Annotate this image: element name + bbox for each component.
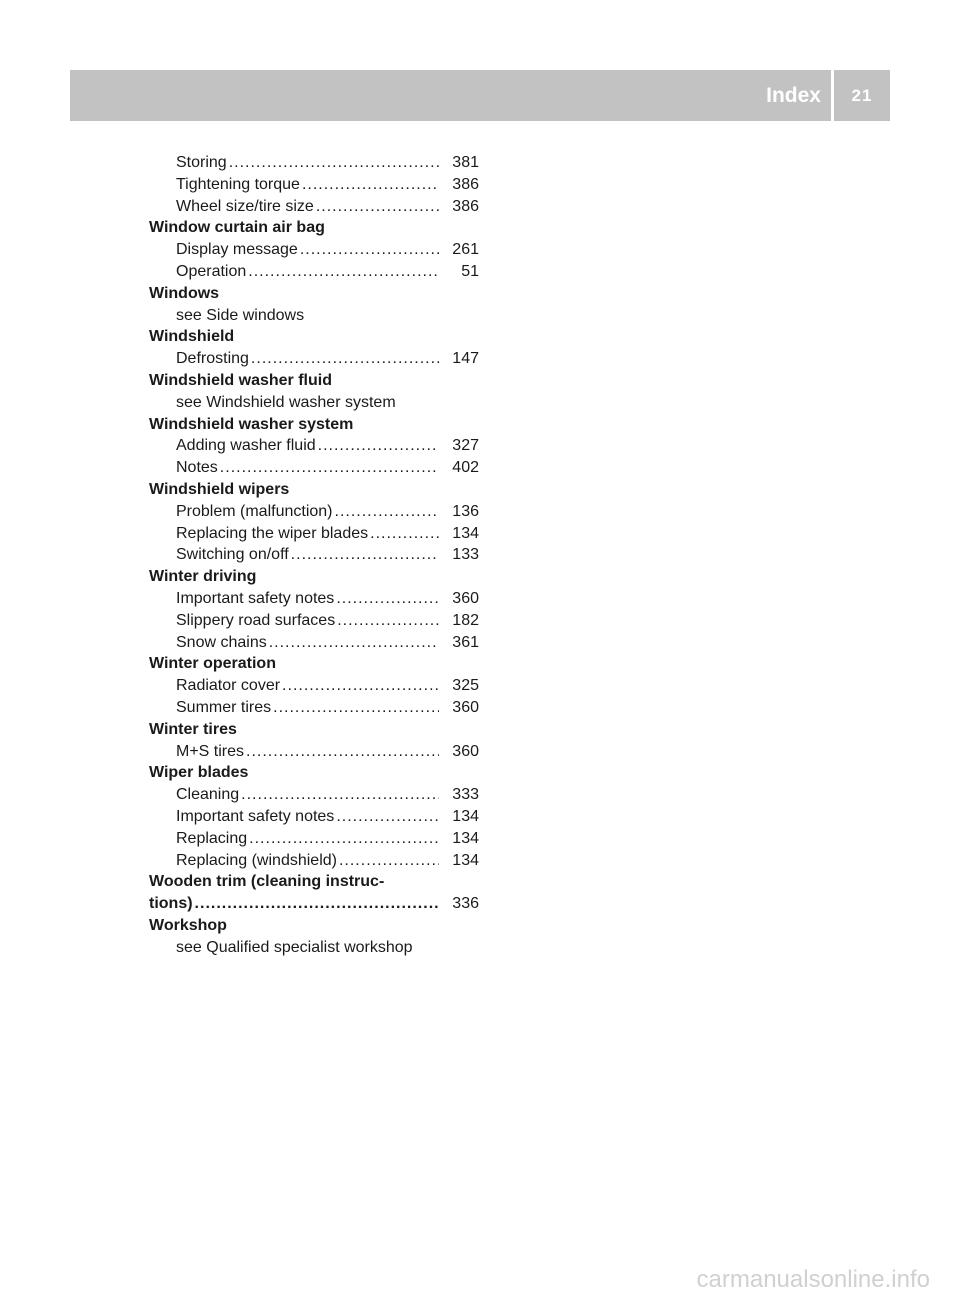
index-heading: Window curtain air bag xyxy=(149,219,325,237)
entry-page-number: 402 xyxy=(452,459,479,477)
index-subentry xyxy=(149,675,479,697)
entry-page-number: 136 xyxy=(452,502,479,520)
entry-label: Defrosting xyxy=(176,350,249,368)
index-subentry xyxy=(149,588,479,610)
index-heading: Wooden trim (cleaning instruc- xyxy=(149,873,385,891)
entry-label: Replacing (windshield) xyxy=(176,851,337,869)
entry-label: Switching on/off xyxy=(176,546,289,564)
index-subentry xyxy=(149,261,479,283)
entry-label: Operation xyxy=(176,262,247,280)
entry-page-number: 147 xyxy=(452,350,479,368)
leader-dots xyxy=(370,523,439,545)
index-heading: Winter driving xyxy=(149,568,257,586)
leader-dots xyxy=(336,588,439,610)
index-heading: Workshop xyxy=(149,916,227,934)
index-heading: Wiper blades xyxy=(149,764,249,782)
index-subentry: see Side windows xyxy=(176,306,305,324)
section-title: Index xyxy=(766,84,821,107)
leader-dots xyxy=(316,196,439,218)
entry-label: Adding washer fluid xyxy=(176,437,316,455)
index-subentry xyxy=(149,196,479,218)
leader-dots xyxy=(336,806,439,828)
entry-page-number: 134 xyxy=(452,851,479,869)
entry-label: Cleaning xyxy=(176,786,240,804)
index-heading: Windshield wipers xyxy=(149,480,290,498)
leader-dots xyxy=(195,893,439,915)
entry-label: Wheel size/tire size xyxy=(176,197,314,215)
entry-page-number: 325 xyxy=(452,677,479,695)
index-subentry xyxy=(149,239,479,261)
entry-page-number: 51 xyxy=(461,262,479,280)
index-subentry xyxy=(149,501,479,523)
entry-label: Slippery road surfaces xyxy=(176,611,336,629)
page-header xyxy=(766,70,890,121)
index-subentry xyxy=(149,784,479,806)
index-heading xyxy=(149,893,479,915)
entry-label: Problem (malfunction) xyxy=(176,502,333,520)
index-subentry xyxy=(149,435,479,457)
index-subentry: see Windshield washer system xyxy=(176,393,396,411)
entry-page-number: 333 xyxy=(452,786,479,804)
leader-dots xyxy=(249,828,439,850)
index-heading: Windshield washer fluid xyxy=(149,371,332,389)
leader-dots xyxy=(273,697,439,719)
leader-dots xyxy=(318,435,439,457)
entry-page-number: 360 xyxy=(452,698,479,716)
entry-page-number: 134 xyxy=(452,829,479,847)
leader-dots xyxy=(302,174,439,196)
leader-dots xyxy=(241,784,439,806)
entry-page-number: 360 xyxy=(452,589,479,607)
page-number: 21 xyxy=(851,86,873,105)
index-subentry xyxy=(149,610,479,632)
index-subentry xyxy=(149,828,479,850)
entry-label: Snow chains xyxy=(176,633,267,651)
entry-label: Replacing xyxy=(176,829,248,847)
entry-label: Radiator cover xyxy=(176,677,281,695)
entry-label: Important safety notes xyxy=(176,807,335,825)
entry-label: Important safety notes xyxy=(176,589,335,607)
index-heading: Windshield washer system xyxy=(149,415,354,433)
index-subentry: see Qualified specialist workshop xyxy=(176,938,413,956)
entry-page-number: 381 xyxy=(452,154,479,171)
entry-label: M+S tires xyxy=(176,742,245,760)
entry-label: Display message xyxy=(176,241,298,259)
entry-page-number: 133 xyxy=(452,546,479,564)
leader-dots xyxy=(269,632,439,654)
index-subentry xyxy=(149,806,479,828)
entry-page-number: 134 xyxy=(452,807,479,825)
leader-dots xyxy=(220,457,439,479)
leader-dots xyxy=(282,675,439,697)
leader-dots xyxy=(335,501,440,523)
leader-dots xyxy=(339,850,439,872)
leader-dots xyxy=(251,348,439,370)
entry-page-number: 386 xyxy=(452,175,479,193)
entry-label: Summer tires xyxy=(176,698,272,716)
index-subentry xyxy=(149,174,479,196)
leader-dots xyxy=(246,741,439,763)
index-subentry xyxy=(149,697,479,719)
entry-label: Replacing the wiper blades xyxy=(176,524,369,542)
index-list xyxy=(149,152,479,958)
entry-label: tions) xyxy=(149,895,193,913)
entry-page-number: 361 xyxy=(452,633,479,651)
index-subentry xyxy=(149,741,479,763)
leader-dots xyxy=(300,239,439,261)
entry-label: Notes xyxy=(176,459,218,477)
entry-page-number: 134 xyxy=(452,524,479,542)
index-subentry xyxy=(149,544,479,566)
entry-page-number: 182 xyxy=(452,611,479,629)
entry-page-number: 336 xyxy=(452,895,479,913)
entry-page-number: 261 xyxy=(452,241,479,259)
index-heading: Winter tires xyxy=(149,720,237,738)
leader-dots xyxy=(248,261,439,283)
index-heading: Windshield xyxy=(149,328,235,346)
index-subentry xyxy=(149,348,479,370)
index-subentry xyxy=(149,523,479,545)
entry-page-number: 327 xyxy=(452,437,479,455)
entry-label: Tightening torque xyxy=(176,175,300,193)
watermark: carmanualsonline.info xyxy=(696,1266,930,1293)
entry-page-number: 360 xyxy=(452,742,479,760)
index-subentry xyxy=(149,632,479,654)
leader-dots xyxy=(229,152,439,174)
index-subentry xyxy=(149,457,479,479)
leader-dots xyxy=(337,610,439,632)
index-subentry xyxy=(149,152,479,174)
entry-label: Storing xyxy=(176,154,227,171)
index-heading: Winter operation xyxy=(149,655,276,673)
entry-page-number: 386 xyxy=(452,197,479,215)
leader-dots xyxy=(291,544,439,566)
index-heading: Windows xyxy=(149,284,220,302)
index-subentry xyxy=(149,850,479,872)
